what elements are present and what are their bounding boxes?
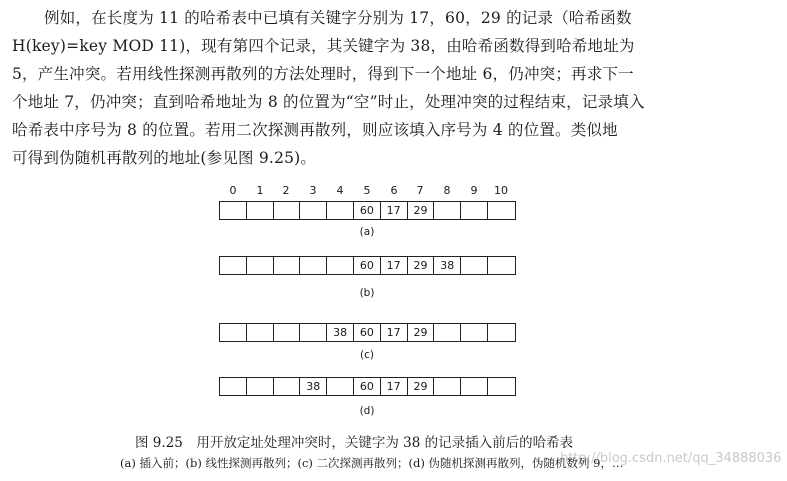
subfigure-label: (b) <box>359 287 375 299</box>
hash-cell <box>247 324 274 341</box>
paragraph-line: 可得到伪随机再散列的地址(参见图 9.25)。 <box>12 149 317 167</box>
hash-cell <box>434 324 461 341</box>
paragraph-line: 个地址 7，仍冲突；直到哈希地址为 8 的位置为“空”时止，处理冲突的过程结束，记录填入 <box>12 93 645 111</box>
hash-cell <box>274 324 301 341</box>
hash-cell <box>434 378 461 395</box>
hash-index: 6 <box>390 184 398 197</box>
hash-cell <box>274 202 301 219</box>
figure-caption: 图 9.25 用开放定址处理冲突时，关键字为 38 的记录插入前后的哈希表 <box>135 435 574 451</box>
hash-cell <box>461 324 488 341</box>
hash-cell <box>488 378 515 395</box>
hash-cell <box>220 378 247 395</box>
hash-table-c <box>219 323 516 342</box>
hash-cell <box>461 202 488 219</box>
hash-table-d <box>219 377 516 396</box>
hash-cell <box>220 324 247 341</box>
hash-cell: 29 <box>408 202 435 219</box>
hash-cell: 60 <box>354 257 381 274</box>
hash-index: 4 <box>336 184 344 197</box>
paragraph-line: 哈希表中序号为 8 的位置。若用二次探测再散列，则应该填入序号为 4 的位置。类似地 <box>12 121 618 139</box>
hash-cell <box>434 202 461 219</box>
hash-cell: 38 <box>300 378 327 395</box>
hash-table-b <box>219 256 516 275</box>
hash-cell <box>327 257 354 274</box>
hash-index: 0 <box>229 184 237 197</box>
hash-index: 7 <box>416 184 424 197</box>
hash-index: 5 <box>363 184 371 197</box>
hash-index: 10 <box>494 184 508 197</box>
hash-index: 8 <box>443 184 451 197</box>
hash-cell <box>247 202 274 219</box>
paragraph-line: 例如，在长度为 11 的哈希表中已填有关键字分别为 17，60，29 的记录（哈希函数 <box>44 9 632 27</box>
hash-cell: 29 <box>408 378 435 395</box>
subfigure-label: (c) <box>360 349 374 361</box>
hash-cell <box>274 378 301 395</box>
hash-cell <box>220 257 247 274</box>
hash-cell: 60 <box>354 378 381 395</box>
hash-cell <box>300 202 327 219</box>
hash-cell: 38 <box>327 324 354 341</box>
hash-index: 1 <box>256 184 264 197</box>
hash-cell <box>300 257 327 274</box>
hash-cell <box>274 257 301 274</box>
subfigure-label: (d) <box>359 405 375 417</box>
hash-index: 3 <box>309 184 317 197</box>
hash-cell <box>220 202 247 219</box>
hash-cell: 17 <box>381 257 408 274</box>
hash-cell <box>247 378 274 395</box>
hash-cell: 29 <box>408 324 435 341</box>
hash-cell <box>488 202 515 219</box>
hash-cell: 60 <box>354 202 381 219</box>
hash-index: 2 <box>282 184 290 197</box>
watermark: http://blog.csdn.net/qq_34888036 <box>560 451 782 466</box>
hash-cell <box>461 257 488 274</box>
paragraph-line: 5，产生冲突。若用线性探测再散列的方法处理时，得到下一个地址 6，仍冲突；再求下一 <box>12 65 634 83</box>
hash-table-a <box>219 201 516 220</box>
hash-cell <box>327 202 354 219</box>
hash-cell <box>300 324 327 341</box>
hash-cell: 17 <box>381 202 408 219</box>
hash-cell: 60 <box>354 324 381 341</box>
hash-cell <box>327 378 354 395</box>
hash-cell <box>247 257 274 274</box>
paragraph-line: H(key)=key MOD 11)，现有第四个记录，其关键字为 38，由哈希函数得到哈希地址为 <box>12 37 635 55</box>
hash-cell <box>488 324 515 341</box>
hash-index: 9 <box>470 184 478 197</box>
hash-cell: 29 <box>408 257 435 274</box>
figure-caption-note: (a) 插入前；(b) 线性探测再散列；(c) 二次探测再散列；(d) 伪随机探测再散列，伪随机数列 9，… <box>120 456 624 470</box>
hash-cell <box>488 257 515 274</box>
hash-cell <box>461 378 488 395</box>
hash-cell: 17 <box>381 324 408 341</box>
hash-cell: 17 <box>381 378 408 395</box>
hash-cell: 38 <box>434 257 461 274</box>
subfigure-label: (a) <box>359 226 375 238</box>
